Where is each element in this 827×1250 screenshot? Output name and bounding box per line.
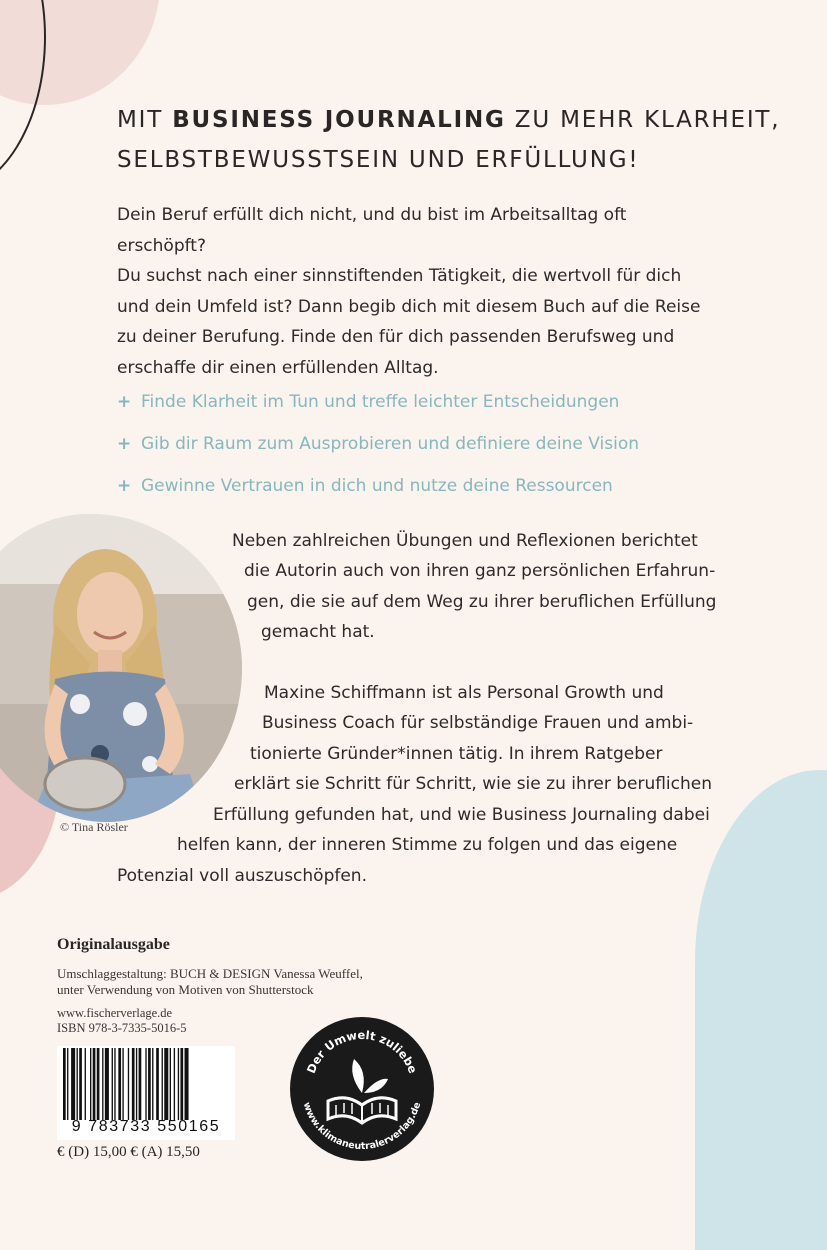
photo-credit: © Tina Rösler [60,820,128,834]
para2-line: erklärt sie Schritt für Schritt, wie sie zu ihrer beruflichen [234,774,713,794]
decorative-blue-blob-right [695,770,827,1250]
badge-graphic [288,1015,436,1163]
benefit-text: Gewinne Vertrauen in dich und nutze deine Ressourcen [141,476,613,496]
para1-line: Neben zahlreichen Übungen und Reflexionen berichtet [232,531,698,551]
benefit-item [117,381,757,423]
intro-paragraph [117,200,717,383]
author-photo [0,514,242,822]
headline-line-1 [117,100,797,140]
credit-line: unter Verwendung von Motiven von Shutterstock [57,982,314,997]
para2-line: Maxine Schiffmann ist als Personal Growth und [264,683,664,703]
para2-line: Potenzial voll auszuschöpfen. [117,866,367,886]
para2-line: Erfüllung gefunden hat, und wie Business Journaling dabei [213,805,710,825]
headline-bold-text: BUSINESS JOURNALING [172,107,506,133]
plus-icon: + [117,434,132,454]
author-photo-illustration [0,514,242,822]
headline-text: ZU MEHR KLARHEIT, [505,107,781,133]
headline [117,100,797,180]
benefit-item [117,465,757,507]
para2-line: tionierte Gründer*innen tätig. In ihrem Ratgeber [250,744,663,764]
para2-line: helfen kann, der inneren Stimme zu folgen und das eigene [177,835,678,855]
edition-label: Originalausgabe [57,936,170,953]
intro-line: zu deiner Berufung. Finde den für dich passenden Berufsweg und [117,327,675,347]
benefit-text: Finde Klarheit im Tun und treffe leichter Entscheidungen [141,392,620,412]
para1-line: die Autorin auch von ihren ganz persönlichen Erfahrun- [244,561,716,581]
badge-bottom-text: www.klimaneutralerverlag.de [300,1100,424,1153]
benefit-item [117,423,757,465]
benefit-list [117,381,757,507]
publisher-info [57,1006,187,1036]
isbn: ISBN 978-3-7335-5016-5 [57,1021,187,1035]
plus-icon: + [117,392,132,412]
barcode-digits: 9 783733 550165 [71,1118,221,1135]
barcode-bars [57,1048,235,1120]
headline-line-2: SELBSTBEWUSSTSEIN UND ERFÜLLUNG! [117,147,640,173]
intro-line: Dein Beruf erfüllt dich nicht, und du bist im Arbeitsalltag oft erschöpft? [117,205,627,256]
credit-line: Umschlaggestaltung: BUCH & DESIGN Vanessa Weuffel, [57,966,363,981]
intro-line: erschaffe dir einen erfüllenden Alltag. [117,357,439,378]
headline-text: MIT [117,107,173,133]
intro-line: und dein Umfeld ist? Dann begib dich mit diesem Buch auf die Reise [117,296,701,317]
badge-top-text: Der Umwelt zuliebe [303,1027,421,1076]
publisher-url: www.fischerverlage.de [57,1006,173,1020]
price: € (D) 15,00 € (A) 15,50 [57,1144,200,1160]
para1-line: gen, die sie auf dem Weg zu ihrer beruflichen Erfüllung [247,592,717,612]
para2-line: Business Coach für selbständige Frauen und ambi- [262,713,694,733]
para1-line: gemacht hat. [261,622,375,642]
benefit-text: Gib dir Raum zum Ausprobieren und definiere deine Vision [141,434,640,454]
climate-neutral-badge [288,1015,436,1163]
plus-icon: + [117,476,132,496]
cover-design-credit [57,966,377,998]
intro-line: Du suchst nach einer sinnstiftenden Tätigkeit, die wertvoll für dich [117,266,682,286]
